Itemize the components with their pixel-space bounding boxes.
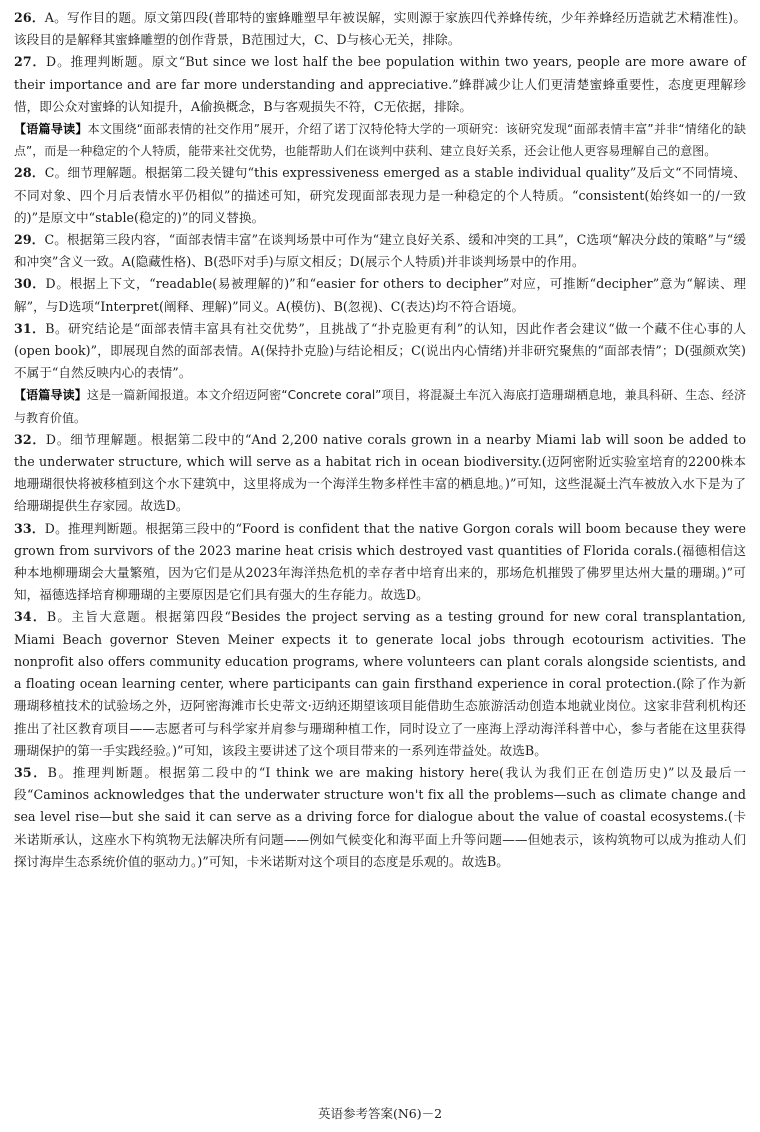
answer-26: 26．A。写作目的题。原文第四段(普耶特的蜜蜂雕塑早年被误解，实则源于家族四代养蜂传统，少年养蜂经历造就艺术精准性)。该段目的是解释其蜜蜂雕塑的创作背景，B范围过大，C、D与核心无关，排除。 [14, 10, 746, 48]
passage-guide-1: 【语篇导读】本文围绕“面部表情的社交作用”展开，介绍了诺丁汉特伦特大学的一项研究：该研究发现“面部表情丰富”并非“情绪化的缺点”，而是一种稳定的个人特质，能带来社交优势，也能帮助人们在谈判中获利、建立良好关系，还会让他人更容易理解自己的意图。 [14, 122, 746, 159]
passage-guide-2: 【语篇导读】这是一篇新闻报道。本文介绍迈阿密“Concrete coral”项目，将混凝土车沉入海底打造珊瑚栖息地，兼具科研、生态、经济与教育价值。 [14, 388, 746, 425]
answer-35: 35．B。推理判断题。根据第二段中的“I think we are making history here(我认为我们正在创造历史)”以及最后一段“Caminos acknowledges that the underwater structure won't fix all the problems—such as climate change and sea level rise—but she said it can serve as a driving force for dialogue about the value of coastal ecosystems.(卡米诺斯承认，这座水下构筑物无法解决所有问题——例如气候变化和海平面上升等问题——但她表示，该构筑物可以成为推动人们探讨海岸生态系统价值的驱动力。)”可知，卡米诺斯对这个项目的态度是乐观的。故选B。 [14, 764, 746, 869]
answer-29: 29．C。根据第三段内容，“面部表情丰富”在谈判场景中可作为“建立良好关系、缓和冲突的工具”，C选项“解决分歧的策略”与“缓和冲突”含义一致。A(隐藏性格)、B(恐吓对手)与原文相反；D(展示个人特质)并非谈判场景中的作用。 [14, 232, 746, 270]
answer-33: 33．D。推理判断题。根据第三段中的“Foord is confident that the native Gorgon corals will boom because they were grown from survivors of the 2023 marine heat crisis which destroyed vast quantities of Florida corals.(福德相信这种本地柳珊瑚会大量繁殖，因为它们是从2023年海洋热危机的幸存者中培育出来的，那场危机摧毁了佛罗里达州大量的珊瑚。)”可知，福德选择培育柳珊瑚的主要原因是它们具有强大的生存能力。故选D。 [14, 520, 746, 603]
answer-28: 28．C。细节理解题。根据第二段关键句“this expressiveness emerged as a stable individual quality”及后文“不同情境、不同对象、四个月后表情水平仍相似”的描述可知，研究发现面部表现力是一种稳定的个人特质。“consistent(始终如一的/一致的)”是原文中“stable(稳定的)”的同义替换。 [14, 165, 746, 225]
answer-31: 31．B。研究结论是“面部表情丰富具有社交优势”，且挑战了“扑克脸更有利”的认知，因此作者会建议“做一个藏不住心事的人(open book)”，即展现自然的面部表情。A(保持扑克脸)与结论相反；C(说出内心情绪)并非研究聚焦的“面部表情”；D(强颜欢笑)不属于“自然反映内心的表情”。 [14, 320, 746, 381]
answer-32: 32．D。细节理解题。根据第二段中的“And 2,200 native corals grown in a nearby Miami lab will soon be added to the underwater structure, which will serve as a habitat rich in ocean biodiversity.(迈阿密附近实验室培育的2200株本地珊瑚很快将被移植到这个水下建筑中，这里将成为一个海洋生物多样性丰富的栖息地。)”可知，这些混凝土汽车被放入水下是为了给珊瑚提供生存家园。故选D。 [14, 431, 746, 514]
answer-34: 34．B。主旨大意题。根据第四段“Besides the project serving as a testing ground for new coral transplantation, Miami Beach governor Steven Meiner expects it to generate local jobs through ecotourism activities. The nonprofit also offers community education programs, where volunteers can plant corals alongside scientists, and a floating ocean learning center, where participants can gain firsthand experience in coral protection.(除了作为新珊瑚移植技术的试验场之外，迈阿密海滩市长史蒂文·迈纳还期望该项目能借助生态旅游活动创造本地就业岗位。这家非营利机构还推出了社区教育项目——志愿者可与科学家并肩参与珊瑚种植工作，同时设立了一座海上浮动海洋科普中心，参与者能在这里获得珊瑚保护的第一手实践经验。)”可知，该段主要讲述了这个项目带来的一系列连带益处。故选B。 [14, 609, 746, 758]
answer-27: 27．D。推理判断题。原文“But since we lost half the bee population within two years, people are more aware of their importance and are far more understanding and appreciative.”蜂群减少让人们更清楚蜜蜂重要性，态度更理解珍惜，即公众对蜜蜂的认知提升，A偷换概念，B与客观损失不符，C无依据，排除。 [14, 54, 746, 114]
page-footer: 英语参考答案(N6)－2 [317, 1106, 443, 1121]
answer-30: 30．D。根据上下文，“readable(易被理解的)”和“easier for others to decipher”对应，可推断“decipher”意为“解读、理解”，与D选项“Interpret(阐释、理解)”同义。A(模仿)、B(忽视)、C(表达)均不符合语境。 [14, 276, 746, 314]
